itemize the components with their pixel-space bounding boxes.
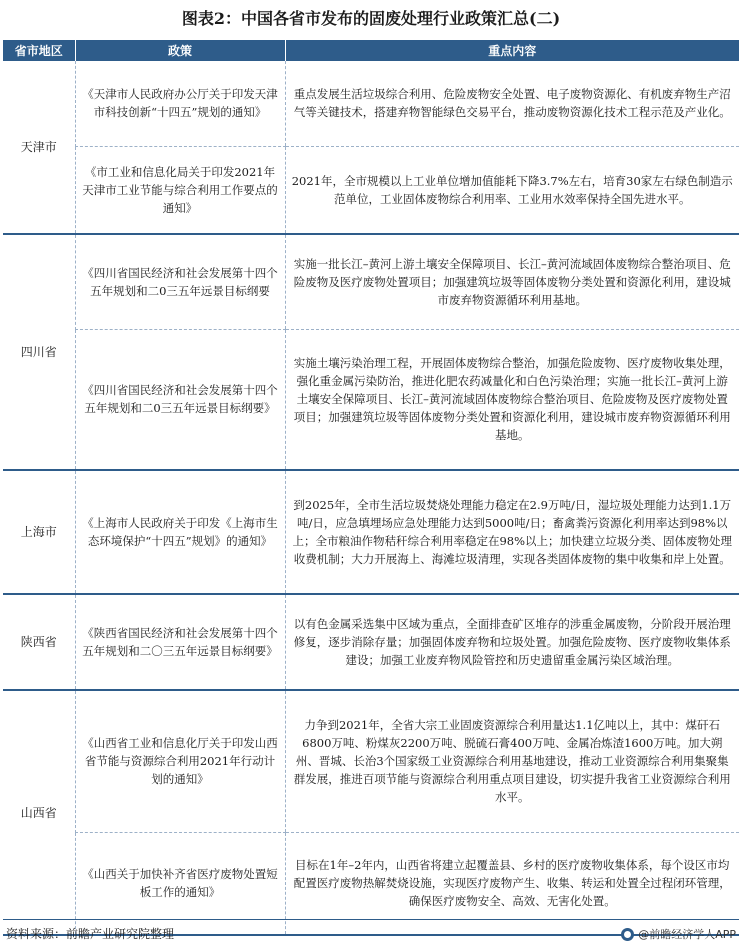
policy-cell: 《山西关于加快补齐省医疗废物处置短板工作的通知》 bbox=[75, 832, 285, 935]
policy-cell: 《山西省工业和信息化厅关于印发山西省节能与资源综合利用2021年行动计划的通知》 bbox=[75, 690, 285, 832]
content-cell: 力争到2021年，全省大宗工业固废资源综合利用量达1.1亿吨以上，其中：煤矸石6800万吨、粉煤灰2200万吨、脱硫石膏400万吨、金属冶炼渣1600万吨。加大朔州、晋城、长治3个国家级工业资源综合利用基地建设，推动工业资源综合利用集聚集群发展，推进百项节能与资源综合利用重点项目建设，切实提升我省工业资源综合利用水平。 bbox=[285, 690, 739, 832]
policy-cell: 《市工业和信息化局关于印发2021年天津市工业节能与综合利用工作要点的通知》 bbox=[75, 146, 285, 234]
content-cell: 实施土壤污染治理工程，开展固体废物综合整治，加强危险废物、医疗废物收集处理，强化重金属污染防治，推进化肥农药减量化和白色污染治理；实施一批长江–黄河上游土壤安全保障项目、长江–黄河流域固体废物综合整治项目、危险废物及医疗废物处置项目；加强建筑垃圾等固体废物分类处置和资源化利用，建设城市废弃物资源循环利用基地。 bbox=[285, 329, 739, 470]
source-note: 资料来源：前瞻产业研究院整理 bbox=[6, 927, 175, 941]
content-cell: 实施一批长江–黄河上游土壤安全保障项目、长江–黄河流域固体废物综合整治项目、危险废物及医疗废物处置项目；加强建筑垃圾等固体废物分类处置和资源化利用，建设城市废弃物资源循环利用基地。 bbox=[285, 234, 739, 329]
table-row bbox=[3, 690, 739, 832]
header-content: 重点内容 bbox=[285, 40, 739, 61]
region-cell: 山西省 bbox=[3, 690, 75, 935]
footer-divider bbox=[3, 919, 739, 920]
region-cell: 上海市 bbox=[3, 470, 75, 594]
content-cell: 目标在1年–2年内，山西省将建立起覆盖县、乡村的医疗废物收集体系，每个设区市均配置医疗废物热解焚烧设施，实现医疗废物产生、收集、转运和处置全过程闭环管理，确保医疗废物安全、高效、无害化处置。 bbox=[285, 832, 739, 935]
table-row bbox=[3, 61, 739, 146]
content-cell: 以有色金属采选集中区域为重点，全面排查矿区堆存的涉重金属废物，分阶段开展治理修复，逐步消除存量；加强固体废弃物和垃圾处置。加强危险废物、医疗废物收集体系建设；加强工业废弃物风险管控和历史遗留重金属污染区域治理。 bbox=[285, 594, 739, 690]
region-cell: 天津市 bbox=[3, 61, 75, 234]
table-header-row bbox=[3, 40, 739, 61]
content-cell: 2021年，全市规模以上工业单位增加值能耗下降3.7%左右，培育30家左右绿色制造示范单位，工业固体废物综合利用率、工业用水效率保持全国先进水平。 bbox=[285, 146, 739, 234]
table-row bbox=[3, 329, 739, 470]
brand-watermark bbox=[621, 921, 736, 947]
policy-cell: 《天津市人民政府办公厅关于印发天津市科技创新“十四五”规划的通知》 bbox=[75, 61, 285, 146]
policy-cell: 《陕西省国民经济和社会发展第十四个五年规划和二〇三五年远景目标纲要》 bbox=[75, 594, 285, 690]
chart-title: 图表2：中国各省市发布的固废处理行业政策汇总(二) bbox=[181, 9, 561, 28]
table-row bbox=[3, 470, 739, 594]
region-cell: 四川省 bbox=[3, 234, 75, 470]
policy-cell: 《上海市人民政府关于印发《上海市生态环境保护“十四五”规划》的通知》 bbox=[75, 470, 285, 594]
policy-table bbox=[3, 40, 739, 936]
brand-logo-icon bbox=[621, 928, 634, 941]
policy-cell: 《四川省国民经济和社会发展第十四个五年规划和二0三五年远景目标纲要》 bbox=[75, 329, 285, 470]
policy-cell: 《四川省国民经济和社会发展第十四个五年规划和二0三五年远景目标纲要 bbox=[75, 234, 285, 329]
region-cell: 陕西省 bbox=[3, 594, 75, 690]
header-region: 省市地区 bbox=[3, 40, 75, 61]
brand-label: @前瞻经济学人APP bbox=[638, 928, 736, 941]
table-row bbox=[3, 594, 739, 690]
content-cell: 重点发展生活垃圾综合利用、危险废物安全处置、电子废物资源化、有机废弃物生产沼气等关键技术，搭建弃物智能绿色交易平台，推动废物资源化技术工程示范及产业化。 bbox=[285, 61, 739, 146]
table-row bbox=[3, 234, 739, 329]
header-policy: 政策 bbox=[75, 40, 285, 61]
table-row bbox=[3, 146, 739, 234]
content-cell: 到2025年，全市生活垃圾焚烧处理能力稳定在2.9万吨/日，湿垃圾处理能力达到1.1万吨/日，应急填埋场应急处理能力达到5000吨/日；畜禽粪污资源化利用率达到98%以上；全市粮油作物秸秆综合利用率稳定在98%以上；加快建立垃圾分类、固体废物处理收费机制；大力开展海上、海滩垃圾清理，实现各类固体废物的集中收集和岸上处置。 bbox=[285, 470, 739, 594]
